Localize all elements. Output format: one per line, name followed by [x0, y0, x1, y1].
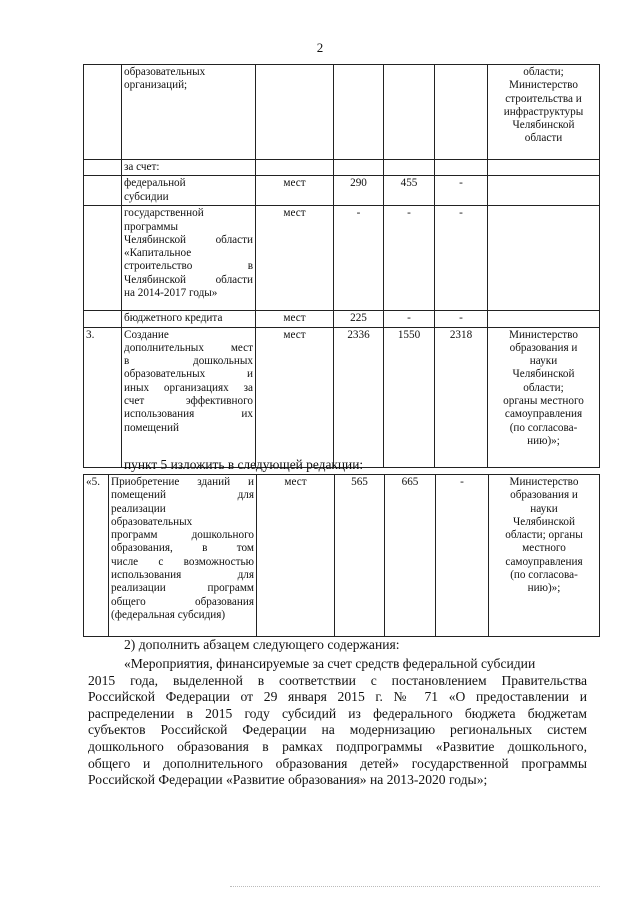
value-2016: 455 — [384, 176, 435, 206]
unit: мест — [256, 176, 334, 206]
item-number — [84, 311, 122, 327]
value-2015: 565 — [335, 475, 385, 637]
value-2017: - — [435, 311, 488, 327]
amendment-heading: пункт 5 изложить в следующей редакции: — [124, 457, 364, 472]
unit: мест — [256, 327, 334, 467]
quote-line: субъектов Российской Федерации на модернизацию региональных систем — [88, 722, 587, 738]
responsible — [488, 160, 600, 176]
responsible: Министерство образования и науки Челябинской области; органы местного самоуправления (по согласова- нию)»; — [489, 475, 600, 637]
measures-table-continuation — [83, 64, 600, 468]
item-number: «5. — [84, 475, 109, 637]
value-2016 — [384, 160, 435, 176]
amendment-paragraph-2: 2) дополнить абзацем следующего содержания: — [124, 637, 400, 652]
value-2017: - — [435, 206, 488, 311]
scan-artifact-line — [230, 886, 600, 891]
item-number — [84, 65, 122, 160]
quote-line: Российской Федерации от 29 января 2015 г. № 71 «О предоставлении и — [88, 689, 587, 705]
table-row — [84, 475, 600, 637]
quote-line: 2015 года, выделенной в соответствии с постановлением Правительства — [88, 672, 587, 688]
value-2017: - — [436, 475, 489, 637]
measure-name: Создание дополнительных мест в дошкольных образовательных и иных организациях за счет эффективного использования их помещений — [122, 327, 256, 467]
value-2017: 2318 — [435, 327, 488, 467]
table-row — [84, 206, 600, 311]
value-2015: 2336 — [334, 327, 384, 467]
unit: мест — [256, 311, 334, 327]
item-number: 3. — [84, 327, 122, 467]
item-number — [84, 160, 122, 176]
value-2016 — [384, 65, 435, 160]
value-2016: 1550 — [384, 327, 435, 467]
measure-name: за счет: — [122, 160, 256, 176]
measure-name: образовательных организаций; — [122, 65, 256, 160]
quote-line: Российской Федерации «Развитие образования» на 2013-2020 годы»; — [88, 772, 488, 788]
measure-name: федеральной субсидии — [122, 176, 256, 206]
responsible — [488, 206, 600, 311]
value-2016: - — [384, 206, 435, 311]
quote-line: дошкольного образования в рамках подпрограммы «Развитие дошкольного, — [88, 738, 587, 754]
item-number — [84, 176, 122, 206]
value-2015 — [334, 65, 384, 160]
quote-line: общего и дополнительного образования детей» государственной программы — [88, 755, 587, 771]
page-number: 2 — [316, 40, 324, 55]
unit: мест — [257, 475, 335, 637]
responsible — [488, 311, 600, 327]
item-number — [84, 206, 122, 311]
unit — [256, 160, 334, 176]
value-2016: 665 — [385, 475, 436, 637]
value-2017 — [435, 65, 488, 160]
value-2015: - — [334, 206, 384, 311]
value-2015: 290 — [334, 176, 384, 206]
unit — [256, 65, 334, 160]
responsible — [488, 176, 600, 206]
measure-name: бюджетного кредита — [122, 311, 256, 327]
quote-line: распределении в 2015 году субсидий из федерального бюджета бюджетам — [88, 705, 587, 721]
table-row — [84, 160, 600, 176]
table-row — [84, 176, 600, 206]
value-2017 — [435, 160, 488, 176]
quoted-paragraph — [88, 656, 587, 789]
responsible: области; Министерство строительства и инфраструктуры Челябинской области — [488, 65, 600, 160]
value-2015 — [334, 160, 384, 176]
unit: мест — [256, 206, 334, 311]
responsible: Министерство образования и науки Челябинской области; органы местного самоуправления (по согласова- нию)»; — [488, 327, 600, 467]
table-row — [84, 327, 600, 467]
measure-name: Приобретение зданий и помещений для реализации образовательных программ дошкольного образования, в том числе с возможностью использования для реализации программ общего образования (федеральная субсидия) — [109, 475, 257, 637]
quote-line: «Мероприятия, финансируемые за счет средств федеральной субсидии — [124, 656, 536, 671]
value-2017: - — [435, 176, 488, 206]
item-5-table — [83, 474, 600, 637]
table-row — [84, 65, 600, 160]
measure-name: государственной программы Челябинской области «Капитальное строительство в Челябинской области на 2014-2017 годы» — [122, 206, 256, 311]
value-2015: 225 — [334, 311, 384, 327]
value-2016: - — [384, 311, 435, 327]
table-row — [84, 311, 600, 327]
